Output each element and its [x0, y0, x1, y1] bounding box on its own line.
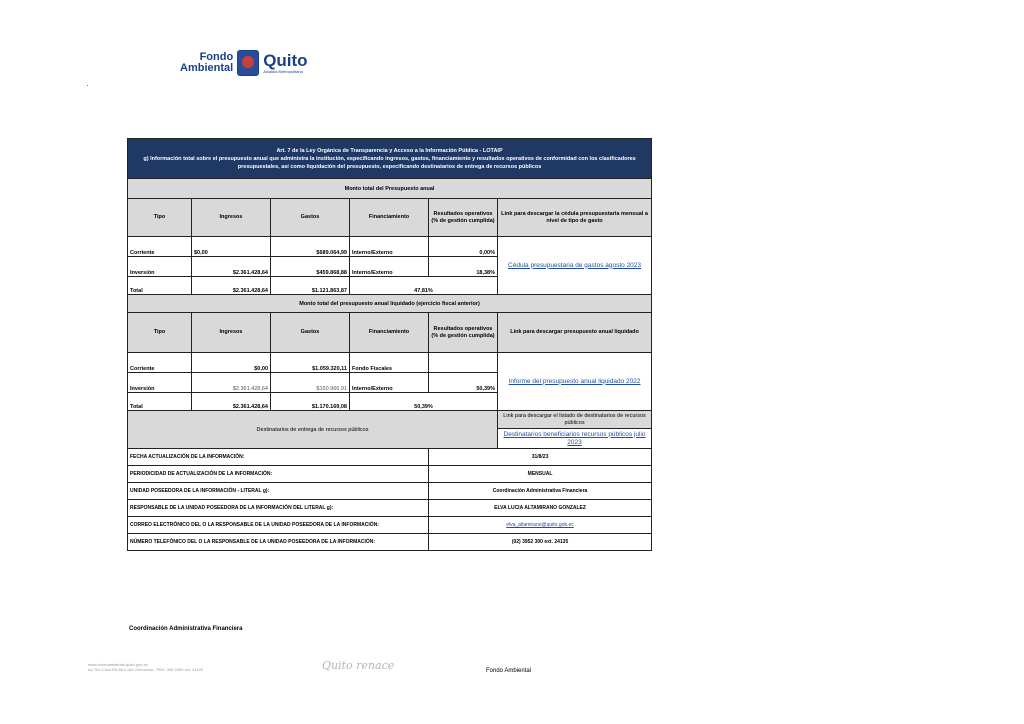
- header-gastos: Gastos: [271, 313, 350, 353]
- total-resultados: 47,81%: [350, 277, 498, 295]
- info-row: [128, 466, 652, 483]
- row-resultados: 0,00%: [429, 237, 498, 257]
- logo-subtitle: Alcaldía Metropolitana: [263, 69, 303, 74]
- email-link[interactable]: [429, 517, 652, 534]
- logo-line1: Fondo: [199, 51, 234, 63]
- row-tipo: Inversión: [128, 257, 192, 277]
- footer-address: Av. Río Coca E6-85 e Isla Genovesa - PBX: 395 2300 ext. 24100: [88, 667, 204, 672]
- total-ingresos: $2.361.428,64: [192, 393, 271, 411]
- info-row: [128, 517, 652, 534]
- row-gastos: $150.966,91: [271, 373, 350, 393]
- info-label: NÚMERO TELEFÓNICO DEL O LA RESPONSABLE DE LA UNIDAD POSEEDORA DE LA INFORMACIÓN:: [128, 534, 429, 551]
- destinatarios-link-header: Link para descargar el listado de destinatarios de recursos públicos: [498, 411, 652, 429]
- total-tipo: Total: [128, 277, 192, 295]
- banner-title: Art. 7 de la Ley Orgánica de Transparencia y Acceso a la Información Pública - LOTAIP: [276, 147, 503, 154]
- total-ingresos: $2.361.428,64: [192, 277, 271, 295]
- logo-brand: Quito: [263, 51, 308, 70]
- row-financiamiento: Fondo Fiscales: [350, 353, 429, 373]
- stray-mark: [87, 85, 88, 86]
- destinatarios-link-text[interactable]: Destinatarios beneficiarios recursos públicos julio 2023: [503, 430, 646, 446]
- row-gastos: $689.064,99: [271, 237, 350, 257]
- info-label: PERIODICIDAD DE ACTUALIZACIÓN DE LA INFORMACIÓN:: [128, 466, 429, 483]
- header-ingresos: Ingresos: [192, 313, 271, 353]
- destinatarios-link[interactable]: [498, 429, 652, 449]
- info-value: Coordinación Administrativa Financiera: [429, 483, 652, 500]
- header-resultados: Resultados operativos (% de gestión cumplida): [429, 199, 498, 237]
- liquidado-link[interactable]: [498, 353, 652, 411]
- footer-entity: Fondo Ambiental: [486, 668, 532, 674]
- header-tipo: Tipo: [128, 313, 192, 353]
- email-link-text[interactable]: elva_altamirano@quito.gob.ec: [506, 522, 574, 528]
- header-link-cedula: Link para descargar la cédula presupuestaria mensual a nivel de tipo de gasto: [498, 199, 652, 237]
- info-value: (02) 3952 300 ext. 24135: [429, 534, 652, 551]
- header-resultados: Resultados operativos (% de gestión cumplida): [429, 313, 498, 353]
- footer-contact: [88, 662, 203, 672]
- row-financiamiento: Interno/Externo: [350, 257, 429, 277]
- info-row: [128, 534, 652, 551]
- liquidado-link-text[interactable]: Informe del presupuesto anual liquidado 2022: [508, 377, 641, 385]
- info-row: [128, 449, 652, 466]
- table-row: [128, 237, 652, 257]
- row-resultados: [429, 353, 498, 373]
- header-link-liquidado: Link para descargar presupuesto anual liquidado: [498, 313, 652, 353]
- total-gastos: $1.170.169,08: [271, 393, 350, 411]
- row-resultados: 50,39%: [429, 373, 498, 393]
- total-resultados: 50,39%: [350, 393, 498, 411]
- header-financiamiento: Financiamiento: [350, 313, 429, 353]
- quito-seal-icon: [237, 50, 259, 76]
- row-tipo: Corriente: [128, 353, 192, 373]
- lotaip-banner: [128, 139, 652, 179]
- fondo-ambiental-logo: [180, 48, 308, 78]
- total-gastos: $1.121.863,87: [271, 277, 350, 295]
- quito-renace-slogan: Quito renace: [322, 659, 395, 672]
- footer-web: www.fondoambiental.quito.gob.ec: [88, 662, 148, 667]
- header-tipo: Tipo: [128, 199, 192, 237]
- footer-coordinacion: Coordinación Administrativa Financiera: [129, 626, 243, 632]
- row-ingresos: $0,00: [192, 237, 271, 257]
- header-gastos: Gastos: [271, 199, 350, 237]
- row-ingresos: $2.361.428,64: [192, 257, 271, 277]
- row-financiamiento: Interno/Externo: [350, 373, 429, 393]
- header-financiamiento: Financiamiento: [350, 199, 429, 237]
- info-value: 31/8/23: [429, 449, 652, 466]
- row-tipo: Inversión: [128, 373, 192, 393]
- logo-line2: Ambiental: [180, 62, 234, 74]
- logo-text: [180, 52, 233, 74]
- destinatarios-label: Destinatarios de entrega de recursos públicos: [128, 411, 498, 449]
- cedula-link-text[interactable]: Cédula presupuestaria de gastos agosto 2023: [508, 261, 642, 269]
- info-row: [128, 500, 652, 517]
- row-resultados: 18,38%: [429, 257, 498, 277]
- banner-text: g) Información total sobre el presupuesto anual que administra la institución, especificando ingresos, gastos, financiamiento y resultados operativos de conformidad con los clasificadores presupuestales, así como liquidación del presupuesto, especificando destinatarios de entrega de recursos públicos: [143, 155, 636, 170]
- info-row: [128, 483, 652, 500]
- row-ingresos: $0,00: [192, 353, 271, 373]
- lotaip-table: [127, 138, 652, 551]
- table-row: [128, 353, 652, 373]
- total-tipo: Total: [128, 393, 192, 411]
- row-gastos: $1.059.320,11: [271, 353, 350, 373]
- row-ingresos: $2.361.428,64: [192, 373, 271, 393]
- cedula-link[interactable]: [498, 237, 652, 295]
- row-tipo: Corriente: [128, 237, 192, 257]
- section1-title: Monto total del Presupuesto anual: [128, 179, 652, 199]
- section2-title: Monto total del presupuesto anual liquidado (ejercicio fiscal anterior): [128, 295, 652, 313]
- info-label: RESPONSABLE DE LA UNIDAD POSEEDORA DE LA INFORMACIÓN DEL LITERAL g):: [128, 500, 429, 517]
- info-label: UNIDAD POSEEDORA DE LA INFORMACIÓN - LITERAL g):: [128, 483, 429, 500]
- row-gastos: $459.868,88: [271, 257, 350, 277]
- info-value: MENSUAL: [429, 466, 652, 483]
- row-financiamiento: Interno/Externo: [350, 237, 429, 257]
- header-ingresos: Ingresos: [192, 199, 271, 237]
- info-label: FECHA ACTUALIZACIÓN DE LA INFORMACIÓN:: [128, 449, 429, 466]
- info-value: ELVA LUCIA ALTAMIRANO GONZALEZ: [429, 500, 652, 517]
- info-label: CORREO ELECTRÓNICO DEL O LA RESPONSABLE DE LA UNIDAD POSEEDORA DE LA INFORMACIÓN:: [128, 517, 429, 534]
